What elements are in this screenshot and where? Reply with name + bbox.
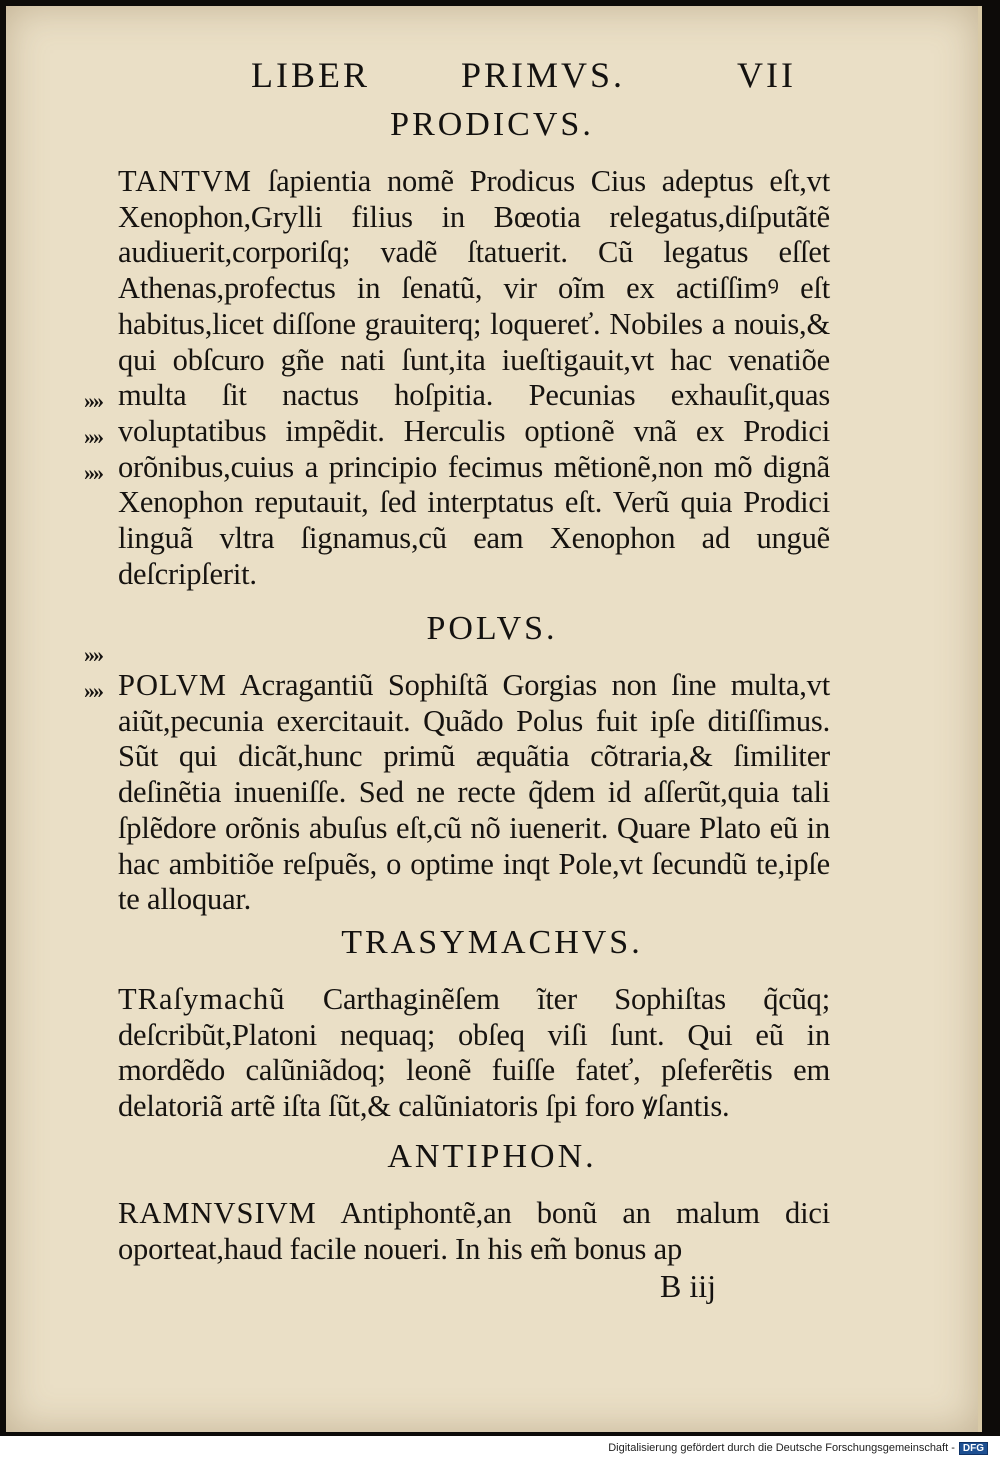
section-heading-polus: POLVS. — [426, 610, 558, 647]
paragraph-trasymachus — [118, 982, 830, 1125]
signature-mark: B iij — [660, 1268, 717, 1304]
section-heading-trasymachus: TRASYMACHVS. — [341, 924, 643, 961]
lead-word: RAMNVSIVM — [118, 1196, 317, 1230]
lead-word: TANTVM — [118, 164, 253, 198]
lead-word: TRaſymachũ — [118, 982, 286, 1016]
section-heading-prodicus: PRODICVS. — [390, 106, 594, 143]
running-head-left: LIBER — [251, 55, 370, 95]
digitization-credit — [608, 1442, 988, 1455]
running-head — [251, 54, 796, 100]
margin-marker: »» — [84, 678, 102, 703]
dfg-logo-icon: DFG — [959, 1442, 988, 1455]
margin-marker: »» — [84, 388, 102, 413]
paragraph-text: Antiphontẽ,an bonũ an malum dici oporteat,haud facile noueri. In his em̃ bonus ap — [118, 1196, 830, 1266]
paragraph-antiphon — [118, 1196, 830, 1267]
section-heading-antiphon: ANTIPHON. — [387, 1138, 597, 1175]
margin-marker: »» — [84, 642, 102, 667]
paragraph-polus — [118, 668, 830, 918]
margin-marker: »» — [84, 424, 102, 449]
paragraph-text: ſapientia nomẽ Prodicus Cius adeptus eſt,vt Xenophon,Grylli filius in Bœotia relegatus,diſputãtẽ audiuerit,corporiſq; vadẽ ſtatuerit. Cũ legatus eſſet Athenas,profectus in ſenatũ, vir oĩm ex actiſſimꝰ eſt habitus,licet diſſone grauiterq; loquereť. Nobiles a nouis,& qui obſcuro gñe nati ſunt,ita iueſtigauit,vt hac venatiõe multa ſit nactus hoſpitia. Pecunias exhauſit,quas voluptatibus impẽdit. Herculis optionẽ vnã ex Prodici orõnibus,cuius a principio fecimus mẽtionẽ,non mõ dignã Xenophon reputauit, ſed interptatus eſt. Verũ quia Prodici linguã vltra ſignamus,cũ eam Xenophon ad unguẽ deſcripſerit. — [118, 164, 830, 591]
paragraph-prodicus — [118, 164, 830, 592]
paragraph-text: Acragantiũ Sophiſtã Gorgias non ſine multa,vt aiũt,pecunia exercitauit. Quãdo Polus fuit ipſe ditiſſimus. Sũt qui dicãt,hunc primũ æquãtia cõtraria,& ſimiliter deſinẽtia inueniſſe. Sed ne recte q̃dem id aſſerũt,quia tali ſplẽdore orõnis abuſus eſt,cũ nõ iuenerit. Quare Plato eũ in hac ambitiõe reſpuẽs, o optime inqt Pole,vt ſecundũ te,ipſe te alloquar. — [118, 668, 830, 917]
folio-number: VII — [737, 55, 796, 95]
credit-text: Digitalisierung gefördert durch die Deutsche Forschungsgemeinschaft - — [608, 1442, 955, 1454]
running-head-center: PRIMVS. — [461, 55, 626, 95]
margin-marker: »» — [84, 460, 102, 485]
lead-word: POLVM — [118, 668, 227, 702]
book-page — [6, 6, 982, 1432]
paragraph-text: Carthaginẽſem ĩter Sophiſtas q̃cũq; deſcribũt,Platoni nequaq; obſeq viſi ſunt. Qui eũ in mordẽdo calũniãdoq; leonẽ fuiſſe fateť, pſeferẽtis em delatoriã artẽ iſta ſũt,& calũniatoris ſpi foro ꝟſantis. — [118, 982, 830, 1124]
